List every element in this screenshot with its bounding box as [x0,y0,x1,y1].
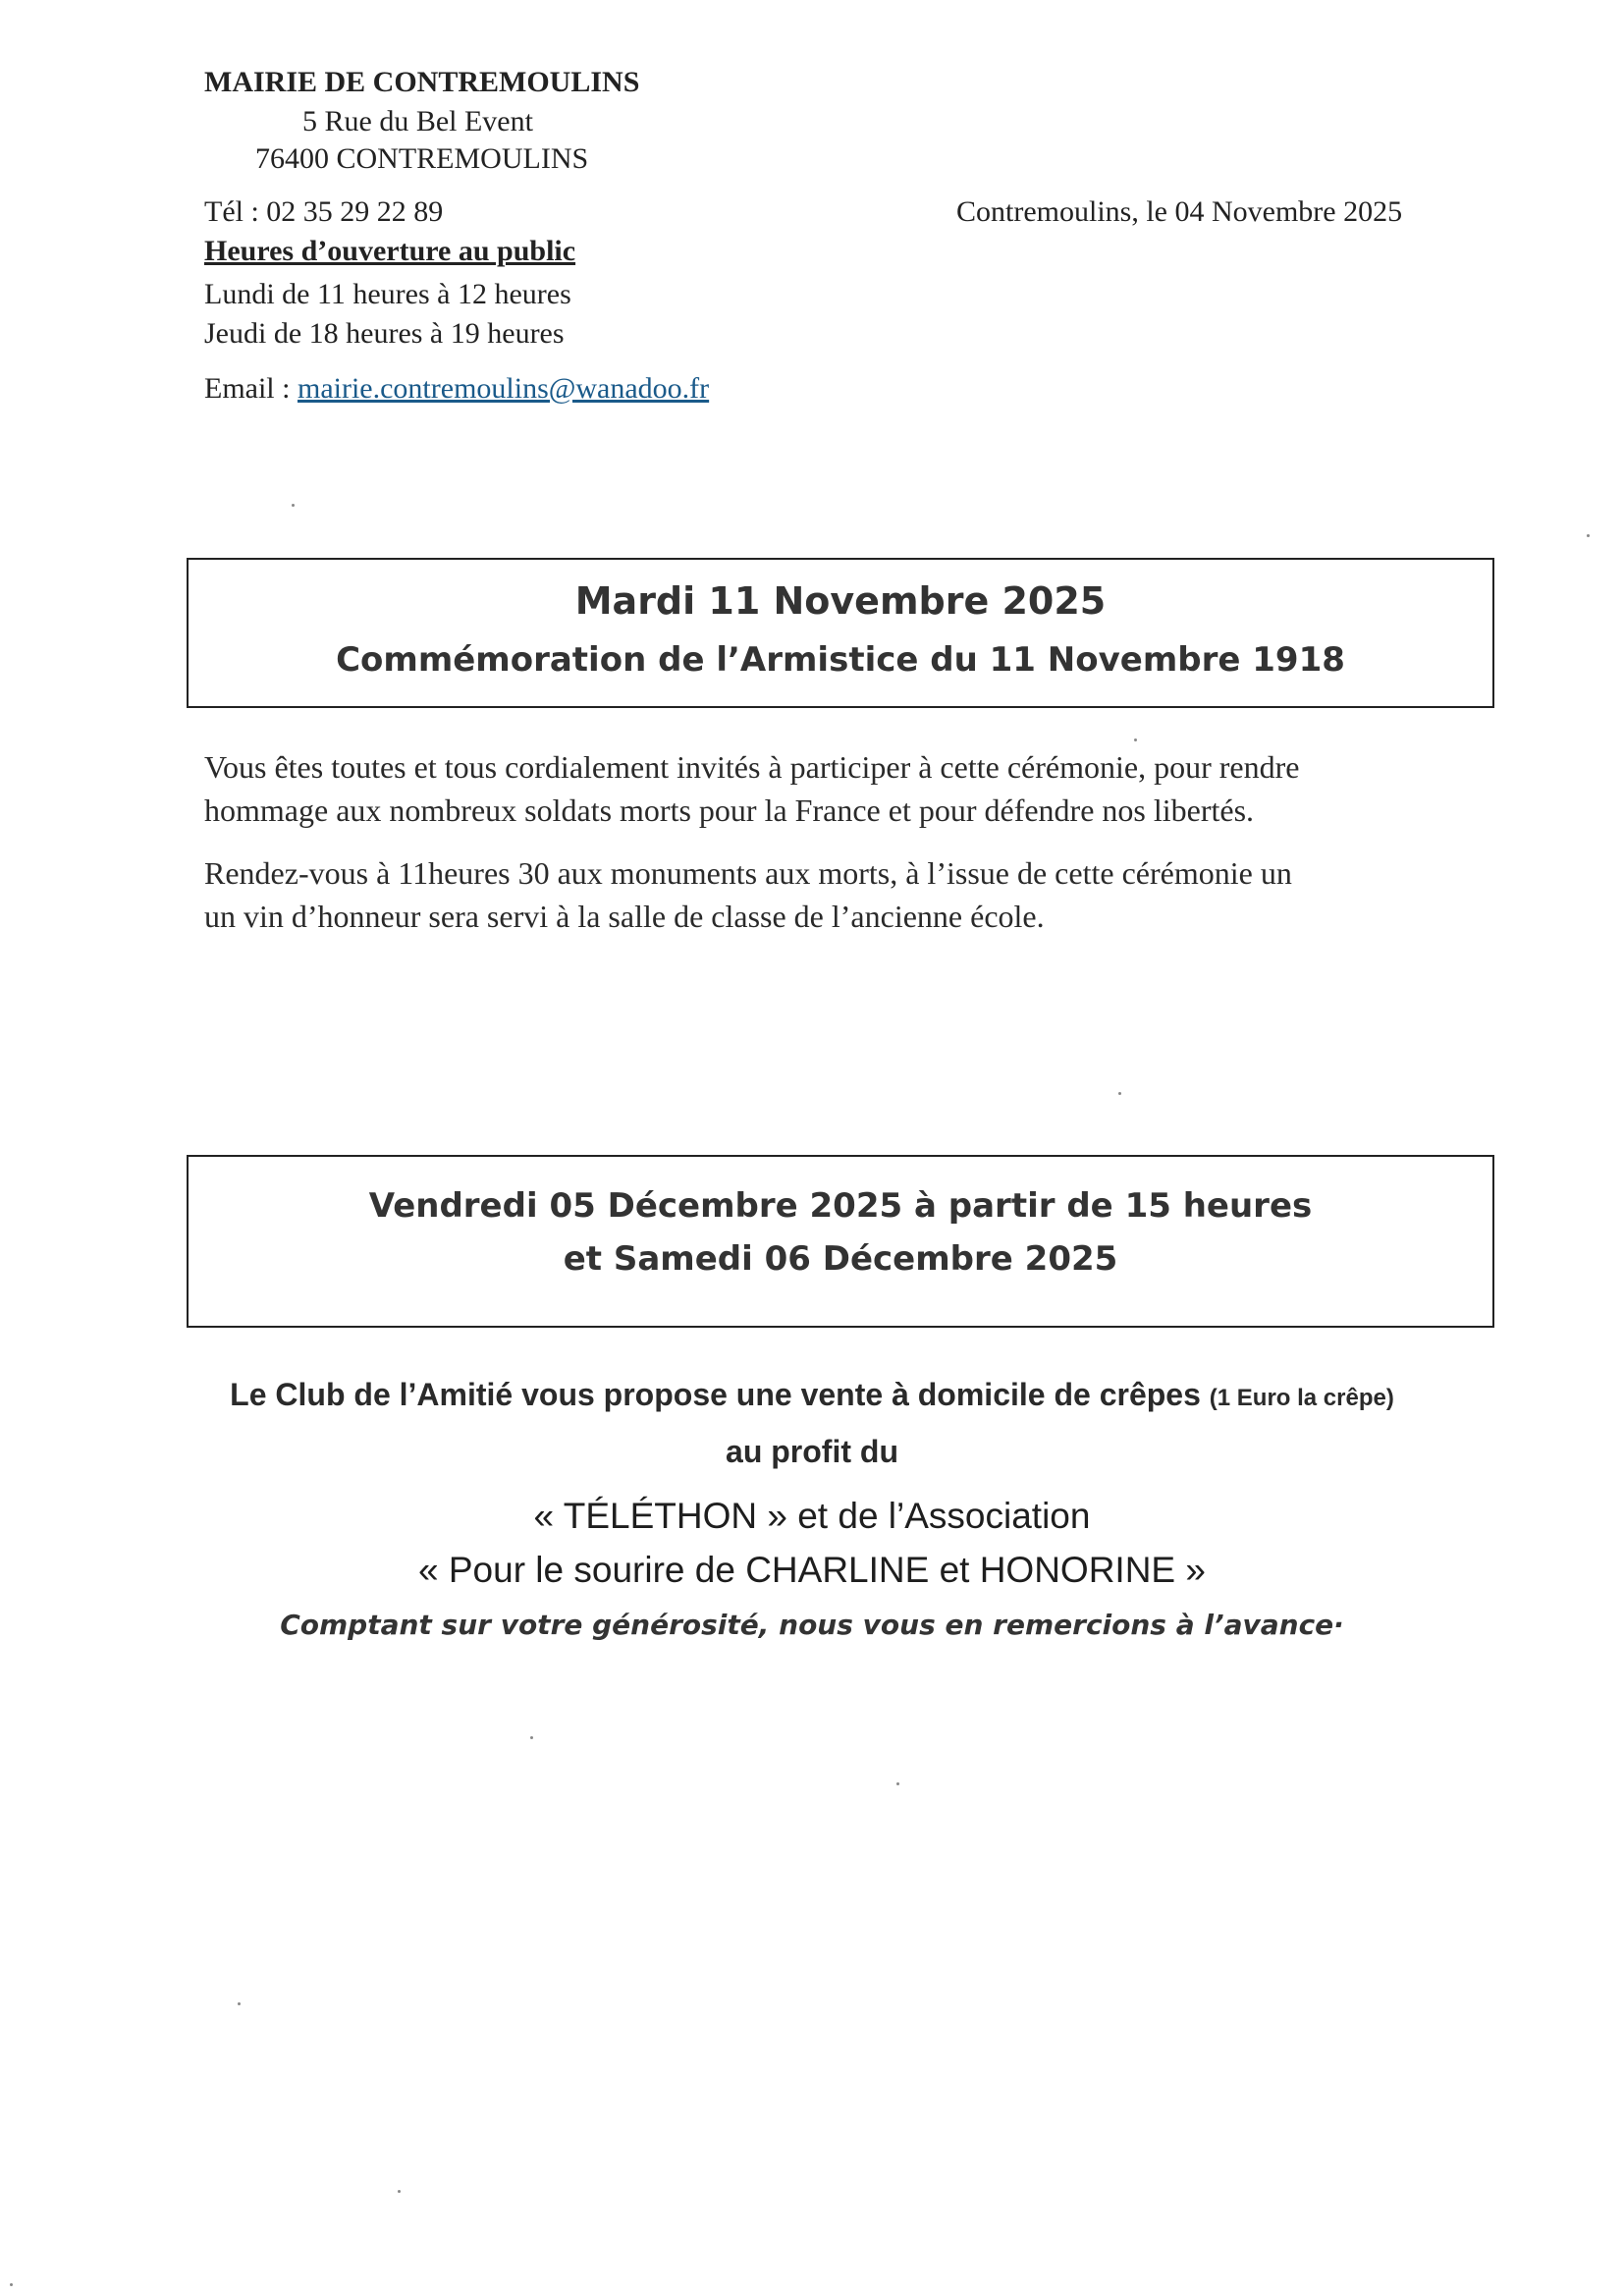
email-link[interactable]: mairie.contremoulins@wanadoo.fr [297,372,710,405]
event1-subtitle: Commémoration de l’Armistice du 11 Novembre 1918 [336,640,1345,680]
club-line: Le Club de l’Amitié vous propose une vente à domicile de crêpes [230,1377,1201,1412]
scan-speck [530,1736,533,1739]
scan-speck [398,2190,401,2193]
scan-speck [1118,1092,1121,1095]
event1-title: Mardi 11 Novembre 2025 [574,579,1107,623]
scan-speck [10,2283,13,2286]
email-line [204,371,709,407]
mairie-name: MAIRIE DE CONTREMOULINS [204,66,640,98]
mairie-street: 5 Rue du Bel Event [302,105,533,137]
scan-speck [292,504,295,507]
email-label: Email : [204,372,298,405]
event1-title-box [187,558,1494,708]
event2-title-box [187,1155,1494,1328]
opening-hours-title: Heures d’ouverture au public [204,235,576,267]
mairie-city: 76400 CONTREMOULINS [255,142,589,175]
event1-invite-line-1: Vous êtes toutes et tous cordialement invités à participer à cette cérémonie, pour rendre [204,749,1300,785]
profit-line: au profit du [726,1434,898,1469]
scan-speck [1587,534,1590,537]
club-announcement [0,1377,1624,1413]
scan-speck [238,2002,241,2005]
price-note: (1 Euro la crêpe) [1209,1385,1394,1411]
scan-speck [1134,738,1137,741]
telethon-line: « TÉLÉTHON » et de l’Association [533,1496,1091,1536]
event1-meeting-line-1: Rendez-vous à 11heures 30 aux monuments aux morts, à l’issue de cette cérémonie un [204,855,1292,891]
thanks-line: Comptant sur votre générosité, nous vous en remercions à l’avance· [280,1609,1344,1641]
event1-meeting-line-2: un vin d’honneur sera servi à la salle de classe de l’ancienne école. [204,899,1045,934]
opening-hours-thursday: Jeudi de 18 heures à 19 heures [204,317,565,350]
association-line: « Pour le sourire de CHARLINE et HONORINE » [418,1550,1206,1590]
opening-hours-monday: Lundi de 11 heures à 12 heures [204,278,571,310]
event1-invite-line-2: hommage aux nombreux soldats morts pour la France et pour défendre nos libertés. [204,793,1255,828]
scan-speck [896,1782,899,1785]
phone: Tél : 02 35 29 22 89 [204,195,444,228]
letter-date: Contremoulins, le 04 Novembre 2025 [956,195,1403,228]
event2-title: Vendredi 05 Décembre 2025 à partir de 15 heures [368,1186,1313,1226]
event2-subtitle: et Samedi 06 Décembre 2025 [563,1239,1118,1279]
